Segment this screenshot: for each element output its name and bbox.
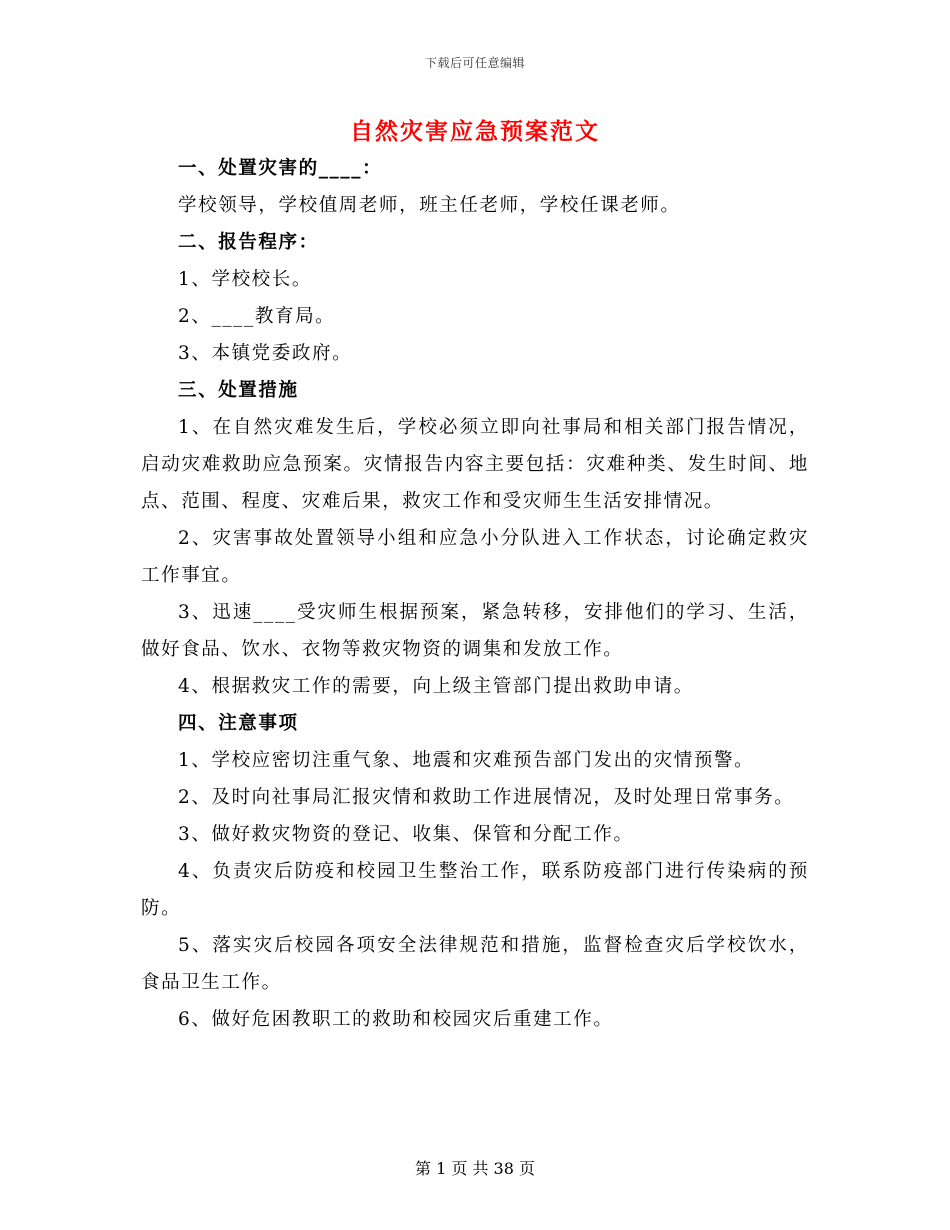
section-heading-1: 一、处置灾害的____： bbox=[178, 158, 383, 179]
list-item: 1、在自然灾难发生后，学校必须立即向社事局和相关部门报告情况，启动灾难救助应急预案。灾情报告内容主要包括：灾难种类、发生时间、地点、范围、程度、灾难后果，救灾工作和受灾师生生活安排情况。 bbox=[141, 417, 809, 512]
header-note: 下载后可任意编辑 bbox=[424, 56, 525, 70]
list-item: 4、负责灾后防疫和校园卫生整治工作，联系防疫部门进行传染病的预防。 bbox=[141, 861, 809, 919]
paragraph: 学校领导，学校值周老师，班主任老师，学校任课老师。 bbox=[178, 195, 681, 216]
list-item: 3、迅速____受灾师生根据预案，紧急转移，安排他们的学习、生活，做好食品、饮水、衣物等救灾物资的调集和发放工作。 bbox=[141, 602, 809, 660]
document-title: 自然灾害应急预案范文 bbox=[350, 118, 600, 145]
list-item: 3、本镇党委政府。 bbox=[178, 343, 353, 364]
list-item: 6、做好危困教职工的救助和校园灾后重建工作。 bbox=[178, 1009, 614, 1030]
list-item: 3、做好救灾物资的登记、收集、保管和分配工作。 bbox=[178, 824, 634, 845]
section-heading-4: 四、注意事项 bbox=[178, 713, 299, 734]
list-item: 2、____教育局。 bbox=[178, 306, 336, 327]
list-item: 4、根据救灾工作的需要，向上级主管部门提出救助申请。 bbox=[178, 676, 694, 697]
list-item: 2、及时向社事局汇报灾情和救助工作进展情况，及时处理日常事务。 bbox=[178, 787, 795, 808]
list-item: 2、灾害事故处置领导小组和应急小分队进入工作状态，讨论确定救灾工作事宜。 bbox=[141, 528, 809, 586]
page-number-footer: 第 1 页 共 38 页 bbox=[415, 1159, 535, 1178]
section-heading-3: 三、处置措施 bbox=[178, 380, 299, 401]
list-item: 5、落实灾后校园各项安全法律规范和措施，监督检查灾后学校饮水，食品卫生工作。 bbox=[141, 935, 809, 993]
list-item: 1、学校校长。 bbox=[178, 269, 312, 290]
section-heading-2: 二、报告程序： bbox=[178, 232, 319, 253]
document-body bbox=[141, 150, 809, 1038]
list-item: 1、学校应密切注重气象、地震和灾难预告部门发出的灾情预警。 bbox=[178, 750, 755, 771]
